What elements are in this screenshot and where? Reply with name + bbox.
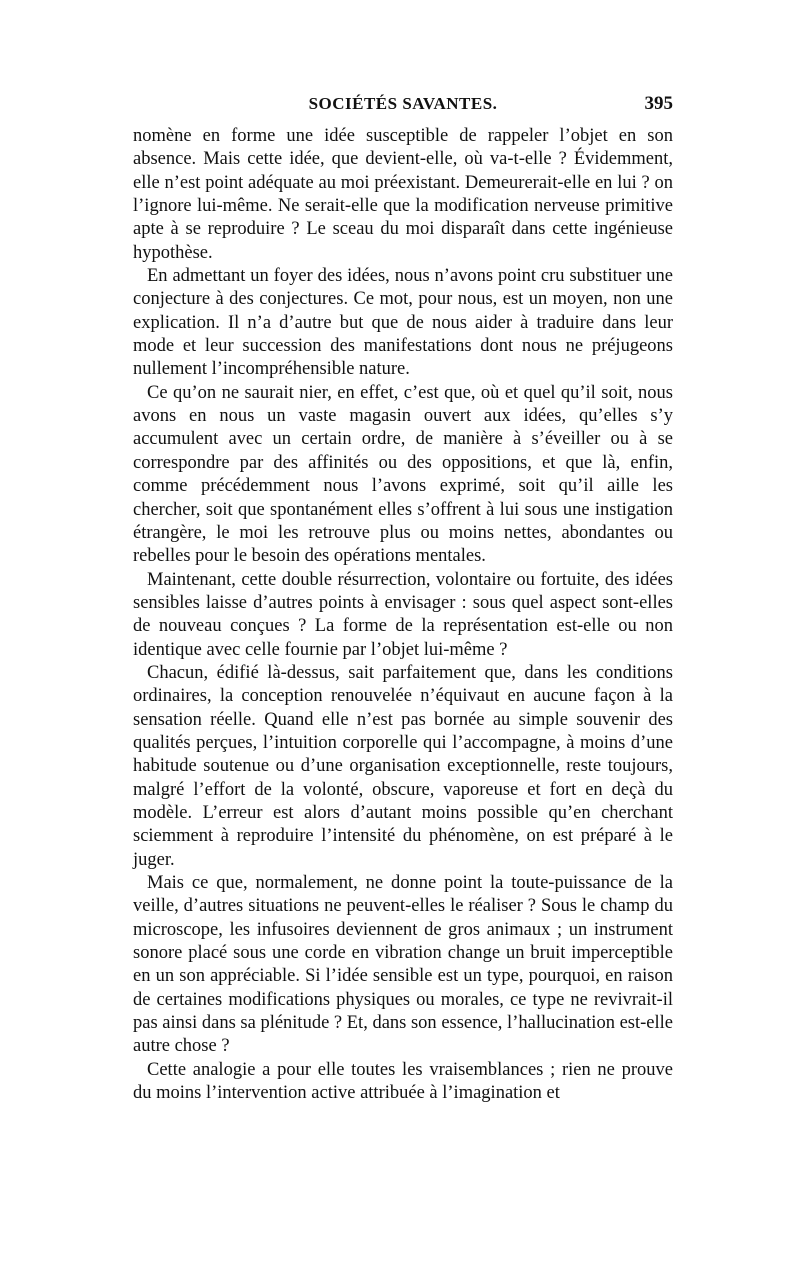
page-number: 395 <box>644 93 673 114</box>
paragraph: Maintenant, cette double résurrection, volontaire ou fortuite, des idées sensibles laisse d’autres points à envisager : sous quel aspect sont-elles de nouveau conçues ? La forme de la représentation est-elle ou non identique avec celle fournie par l’objet lui-même ? <box>133 569 673 660</box>
paragraph: Cette analogie a pour elle toutes les vraisemblances ; rien ne prouve du moins l’intervention active attribuée à l’imagination et <box>133 1059 673 1104</box>
paragraph: Chacun, édifié là-dessus, sait parfaitement que, dans les conditions ordinaires, la conception renouvelée n’équivaut en aucune façon à la sensation réelle. Quand elle n’est pas bornée au simple souvenir des qualités perçues, l’intuition corporelle qui l’accompagne, à moins d’une habitude soutenue ou d’une organisation exceptionnelle, reste toujours, malgré l’effort de la volonté, obscure, vaporeuse et fort en deçà du modèle. L’erreur est alors d’autant moins possible qu’en cherchant sciemment à reproduire l’intensité du phénomène, on est préparé à le juger. <box>133 662 673 870</box>
running-head <box>133 92 673 116</box>
paragraph: Mais ce que, normalement, ne donne point la toute-puissance de la veille, d’autres situations ne peuvent-elles le réaliser ? Sous le champ du microscope, les infusoires deviennent de gros animaux ; un instrument sonore placé sous une corde en vibration change un bruit imperceptible en un son appréciable. Si l’idée sensible est un type, pourquoi, en raison de certaines modifications physiques ou morales, ce type ne revivrait-il pas ainsi dans sa plénitude ? Et, dans son essence, l’hallucination est-elle autre chose ? <box>133 873 673 1057</box>
paragraph: En admettant un foyer des idées, nous n’avons point cru substituer une conjecture à des conjectures. Ce mot, pour nous, est un moyen, non une explication. Il n’a d’autre but que de nous aider à traduire dans leur mode et leur succession des manifestations dont nous ne préjugeons nullement l’incompréhensible nature. <box>133 266 673 380</box>
running-title: SOCIÉTÉS SAVANTES. <box>308 94 498 113</box>
body-text <box>133 125 673 1105</box>
paragraph: Ce qu’on ne saurait nier, en effet, c’est que, où et quel qu’il soit, nous avons en nous un vaste magasin ouvert aux idées, qu’elles s’y accumulent avec un certain ordre, de manière à s’éveiller ou à se correspondre par des affinités ou des oppositions, et que là, enfin, comme précédemment nous l’avons exprimé, soit qu’il aille les chercher, soit que spontanément elles s’offrent à lui sous une instigation étrangère, le moi les retrouve plus ou moins nettes, abondantes ou rebelles pour le besoin des opérations mentales. <box>133 382 673 567</box>
paragraph-continued: nomène en forme une idée susceptible de rappeler l’objet en son absence. Mais cette idée, que devient-elle, où va-t-elle ? Évidemment, elle n’est point adéquate au moi préexistant. Demeurerait-elle en lui ? on l’ignore lui-même. Ne serait-elle que la modification nerveuse primitive apte à se reproduire ? Le sceau du moi disparaît dans cette ingénieuse hypothèse. <box>133 126 673 263</box>
